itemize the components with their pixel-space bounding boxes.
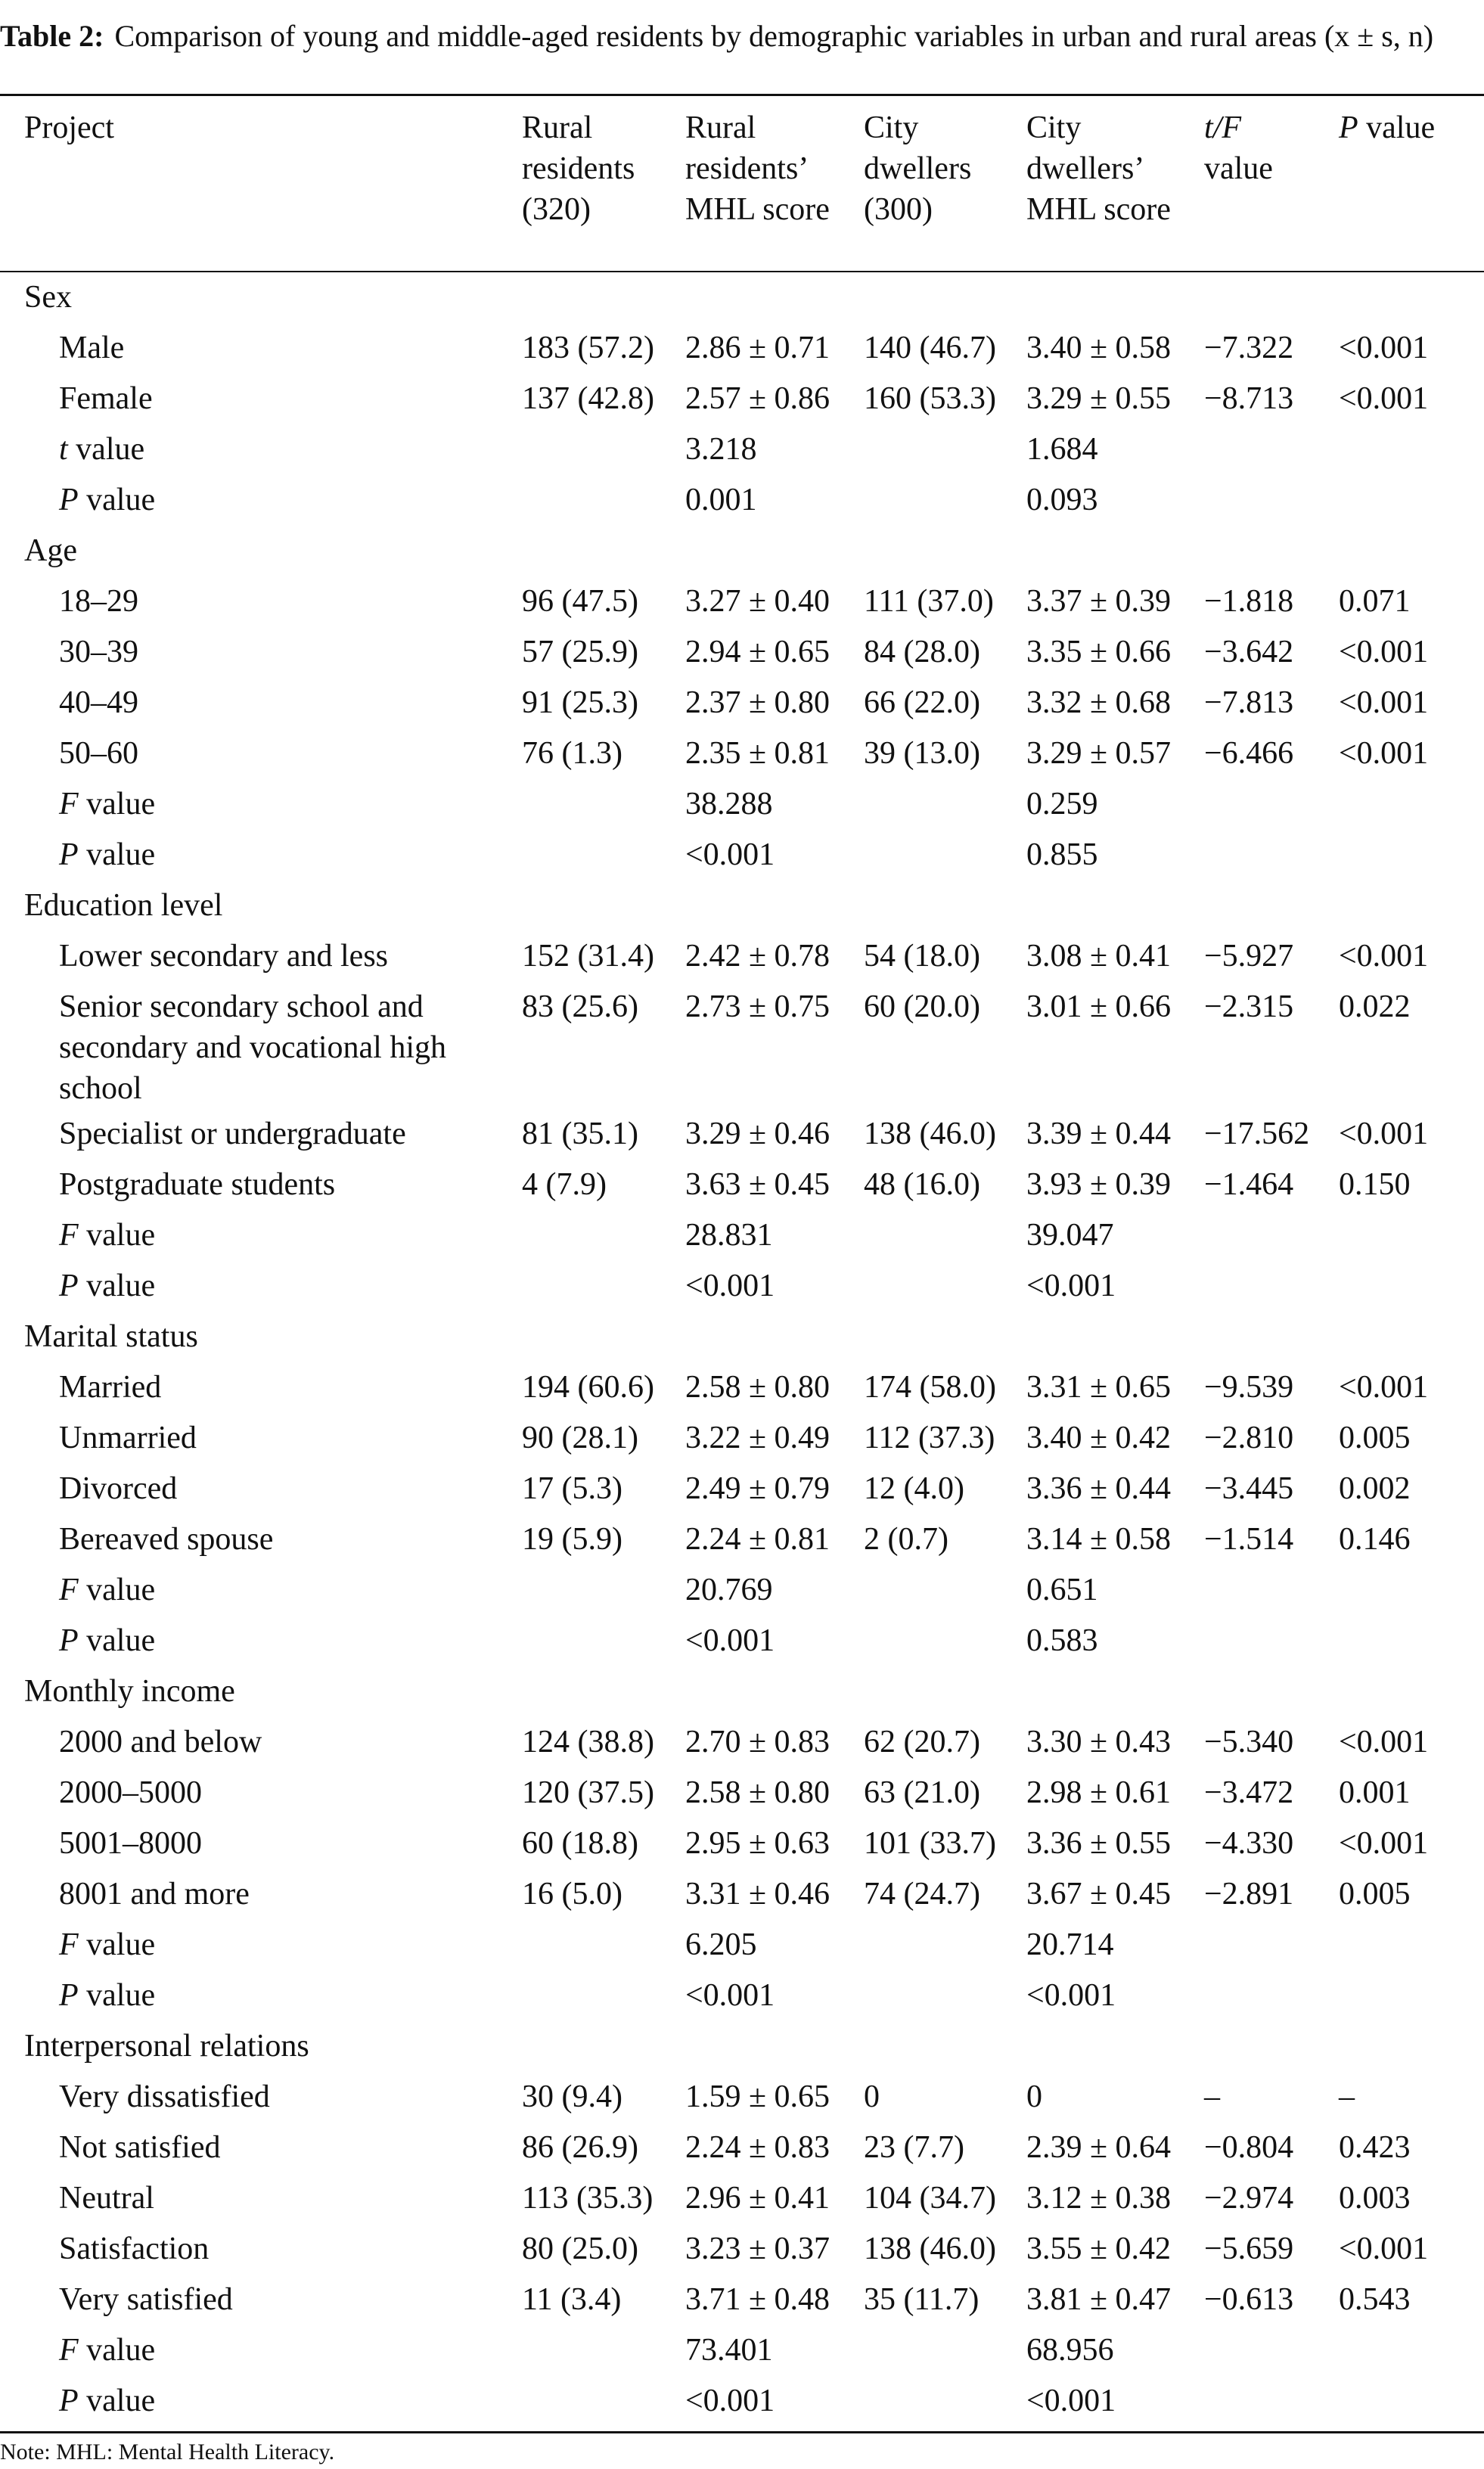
- group-header-row: [0, 885, 1484, 936]
- stat-suffix: value: [86, 1978, 156, 2013]
- p-value: 0.146: [1339, 1522, 1411, 1557]
- city-mhl-score: 3.40 ± 0.58: [1026, 331, 1172, 365]
- row-label: 40–49: [59, 685, 138, 720]
- stat-symbol: P: [59, 1623, 79, 1658]
- rural-mhl-stat: 28.831: [685, 1218, 773, 1253]
- tf-value: −2.891: [1204, 1877, 1294, 1912]
- stat-label: [59, 1620, 513, 1661]
- city-mhl-score: 3.40 ± 0.42: [1026, 1421, 1172, 1455]
- rural-count: 17 (5.3): [522, 1471, 622, 1506]
- row-label: Very satisfied: [59, 2282, 233, 2317]
- stat-symbol: t: [59, 432, 68, 467]
- tf-value: −2.315: [1204, 989, 1294, 1024]
- rural-count: 152 (31.4): [522, 939, 654, 974]
- rural-mhl-score: 2.37 ± 0.80: [685, 685, 830, 720]
- group-header-row: [0, 1316, 1484, 1367]
- stat-row: [0, 2330, 1484, 2380]
- stat-label: [59, 1924, 513, 1965]
- rural-mhl-stat: <0.001: [685, 1623, 775, 1658]
- rural-count: 4 (7.9): [522, 1167, 607, 1202]
- rural-count: 90 (28.1): [522, 1421, 638, 1455]
- row-label: 2000 and below: [59, 1725, 262, 1759]
- rural-mhl-score: 2.94 ± 0.65: [685, 635, 830, 669]
- header-city-dwellers: City dwellers (300): [864, 110, 972, 227]
- rural-count: 137 (42.8): [522, 381, 654, 416]
- p-value: <0.001: [1339, 2231, 1429, 2266]
- city-count: 60 (20.0): [864, 989, 980, 1024]
- city-count: 140 (46.7): [864, 331, 996, 365]
- table-row: [0, 1164, 1484, 1215]
- stat-symbol: P: [59, 2384, 79, 2418]
- stat-row: [0, 429, 1484, 480]
- table-row: [0, 2076, 1484, 2127]
- group-header-row: [0, 277, 1484, 328]
- stat-suffix: value: [86, 2333, 156, 2368]
- stat-row: [0, 1215, 1484, 1266]
- table-row: [0, 581, 1484, 632]
- stat-symbol: P: [59, 837, 79, 872]
- city-count: 66 (22.0): [864, 685, 980, 720]
- stat-suffix: value: [86, 837, 156, 872]
- stat-row: [0, 1620, 1484, 1671]
- stat-symbol: F: [59, 787, 79, 821]
- rural-mhl-score: 2.24 ± 0.81: [685, 1522, 830, 1557]
- table-row: [0, 2228, 1484, 2279]
- row-label: 18–29: [59, 584, 138, 619]
- city-count: 138 (46.0): [864, 1116, 996, 1151]
- p-value: <0.001: [1339, 635, 1429, 669]
- rural-count: 91 (25.3): [522, 685, 638, 720]
- city-count: 160 (53.3): [864, 381, 996, 416]
- group-label: Sex: [24, 280, 72, 315]
- tf-value: −1.514: [1204, 1522, 1294, 1557]
- stat-label: [59, 1215, 513, 1256]
- p-value: <0.001: [1339, 1370, 1429, 1405]
- tf-value: −0.804: [1204, 2130, 1294, 2165]
- header-p-suffix: value: [1366, 110, 1436, 145]
- p-value: 0.005: [1339, 1421, 1411, 1455]
- stat-label: [59, 1975, 513, 2016]
- stat-suffix: value: [86, 1623, 156, 1658]
- p-value: 0.001: [1339, 1775, 1411, 1810]
- stat-label: [59, 2330, 513, 2371]
- tf-value: −5.659: [1204, 2231, 1294, 2266]
- city-mhl-score: 3.14 ± 0.58: [1026, 1522, 1172, 1557]
- city-mhl-score: 3.37 ± 0.39: [1026, 584, 1172, 619]
- rural-count: 120 (37.5): [522, 1775, 654, 1810]
- stat-label: [59, 834, 513, 875]
- rural-count: 11 (3.4): [522, 2282, 622, 2317]
- tf-value: −7.322: [1204, 331, 1294, 365]
- city-mhl-score: 3.35 ± 0.66: [1026, 635, 1172, 669]
- row-label: Satisfaction: [59, 2231, 210, 2266]
- stat-symbol: F: [59, 2333, 79, 2368]
- header-rural-mhl: Rural residents’ MHL score: [685, 110, 830, 227]
- rural-mhl-score: 3.27 ± 0.40: [685, 584, 830, 619]
- table-row: [0, 1418, 1484, 1468]
- header-rural-residents: Rural residents (320): [522, 110, 635, 227]
- city-count: 35 (11.7): [864, 2282, 980, 2317]
- header-tf-symbol: t/F: [1204, 110, 1241, 145]
- table-row: [0, 1519, 1484, 1570]
- city-mhl-stat: <0.001: [1026, 2384, 1116, 2418]
- city-mhl-score: 3.30 ± 0.43: [1026, 1725, 1172, 1759]
- p-value: <0.001: [1339, 381, 1429, 416]
- table-row: [0, 632, 1484, 682]
- city-mhl-stat: 0.259: [1026, 787, 1098, 821]
- rural-mhl-score: 2.96 ± 0.41: [685, 2181, 830, 2216]
- header-project: Project: [24, 110, 114, 145]
- city-mhl-score: 3.39 ± 0.44: [1026, 1116, 1172, 1151]
- rural-mhl-score: 3.63 ± 0.45: [685, 1167, 830, 1202]
- table-row: [0, 936, 1484, 986]
- stat-suffix: value: [86, 1269, 156, 1303]
- rural-count: 113 (35.3): [522, 2181, 654, 2216]
- rural-mhl-score: 2.42 ± 0.78: [685, 939, 830, 974]
- stat-label: [59, 429, 513, 470]
- row-label: Male: [59, 331, 125, 365]
- group-header-row: [0, 1671, 1484, 1722]
- tf-value: −5.927: [1204, 939, 1294, 974]
- p-value: <0.001: [1339, 1725, 1429, 1759]
- city-mhl-score: 3.67 ± 0.45: [1026, 1877, 1172, 1912]
- city-count: 0: [864, 2079, 880, 2114]
- rural-count: 194 (60.6): [522, 1370, 654, 1405]
- rural-mhl-score: 2.70 ± 0.83: [685, 1725, 830, 1759]
- table-row: [0, 378, 1484, 429]
- table-row: [0, 1772, 1484, 1823]
- city-mhl-score: 3.08 ± 0.41: [1026, 939, 1172, 974]
- row-label: Female: [59, 381, 153, 416]
- row-label: Postgraduate students: [59, 1167, 336, 1202]
- p-value: –: [1339, 2079, 1355, 2114]
- p-value: <0.001: [1339, 685, 1429, 720]
- rural-mhl-stat: <0.001: [685, 1978, 775, 2013]
- city-mhl-stat: <0.001: [1026, 1978, 1116, 2013]
- rural-mhl-score: 2.49 ± 0.79: [685, 1471, 830, 1506]
- stat-suffix: value: [86, 1573, 156, 1607]
- city-count: 101 (33.7): [864, 1826, 996, 1861]
- p-value: 0.543: [1339, 2282, 1411, 2317]
- rural-mhl-score: 1.59 ± 0.65: [685, 2079, 830, 2114]
- stat-suffix: value: [86, 1218, 156, 1253]
- city-count: 74 (24.7): [864, 1877, 980, 1912]
- tf-value: −17.562: [1204, 1116, 1310, 1151]
- tf-value: −1.818: [1204, 584, 1294, 619]
- p-value: <0.001: [1339, 331, 1429, 365]
- table-row: [0, 1367, 1484, 1418]
- p-value: 0.423: [1339, 2130, 1411, 2165]
- city-mhl-stat: 1.684: [1026, 432, 1098, 467]
- rural-mhl-score: 3.23 ± 0.37: [685, 2231, 830, 2266]
- rural-mhl-score: 2.95 ± 0.63: [685, 1826, 830, 1861]
- stat-symbol: P: [59, 483, 79, 517]
- table-header: [0, 107, 1484, 266]
- caption-text: Comparison of young and middle-aged residents by demographic variables in urban and rural areas (x ± s, n): [114, 19, 1434, 53]
- stat-row: [0, 2380, 1484, 2431]
- rural-mhl-score: 3.29 ± 0.46: [685, 1116, 830, 1151]
- rural-mhl-stat: 3.218: [685, 432, 757, 467]
- city-count: 174 (58.0): [864, 1370, 996, 1405]
- city-mhl-stat: 0.093: [1026, 483, 1098, 517]
- stat-symbol: P: [59, 1269, 79, 1303]
- rural-mhl-score: 3.71 ± 0.48: [685, 2282, 830, 2317]
- stat-symbol: F: [59, 1218, 79, 1253]
- rural-count: 60 (18.8): [522, 1826, 638, 1861]
- group-header-row: [0, 2026, 1484, 2076]
- row-label: Specialist or undergraduate: [59, 1116, 406, 1151]
- tf-value: −1.464: [1204, 1167, 1294, 1202]
- city-mhl-stat: 0.651: [1026, 1573, 1098, 1607]
- header-tf-suffix: value: [1204, 151, 1273, 186]
- stat-suffix: value: [86, 1927, 156, 1962]
- rural-mhl-score: 2.35 ± 0.81: [685, 736, 830, 771]
- rural-mhl-stat: 20.769: [685, 1573, 773, 1607]
- rural-mhl-stat: 38.288: [685, 787, 773, 821]
- header-tf-value: [1204, 107, 1325, 189]
- stat-suffix: value: [86, 787, 156, 821]
- group-label: Education level: [24, 888, 223, 923]
- stat-suffix: value: [86, 483, 156, 517]
- city-mhl-stat: 20.714: [1026, 1927, 1114, 1962]
- table-note: Note: MHL: Mental Health Literacy.: [0, 2439, 335, 2464]
- p-value: 0.002: [1339, 1471, 1411, 1506]
- tf-value: −5.340: [1204, 1725, 1294, 1759]
- stat-label: [59, 1266, 513, 1306]
- row-label: Neutral: [59, 2181, 154, 2216]
- city-count: 62 (20.7): [864, 1725, 980, 1759]
- stat-label: [59, 784, 513, 825]
- row-label: 30–39: [59, 635, 138, 669]
- table-row: [0, 2178, 1484, 2228]
- stat-row: [0, 784, 1484, 834]
- p-value: 0.150: [1339, 1167, 1411, 1202]
- stat-symbol: P: [59, 1978, 79, 2013]
- table-row: [0, 986, 1484, 1113]
- rural-mhl-score: 2.86 ± 0.71: [685, 331, 830, 365]
- rural-mhl-score: 2.57 ± 0.86: [685, 381, 830, 416]
- tf-value: −2.810: [1204, 1421, 1294, 1455]
- table-row: [0, 2127, 1484, 2178]
- city-count: 54 (18.0): [864, 939, 980, 974]
- stat-row: [0, 1266, 1484, 1316]
- rural-mhl-stat: <0.001: [685, 2384, 775, 2418]
- rural-mhl-score: 2.58 ± 0.80: [685, 1370, 830, 1405]
- rural-count: 183 (57.2): [522, 331, 654, 365]
- city-count: 23 (7.7): [864, 2130, 964, 2165]
- table-row: [0, 1113, 1484, 1164]
- rural-mhl-stat: 6.205: [685, 1927, 757, 1962]
- city-count: 138 (46.0): [864, 2231, 996, 2266]
- city-count: 48 (16.0): [864, 1167, 980, 1202]
- tf-value: −0.613: [1204, 2282, 1294, 2317]
- stat-row: [0, 834, 1484, 885]
- rural-count: 19 (5.9): [522, 1522, 622, 1557]
- row-label: Lower secondary and less: [59, 939, 389, 974]
- table-bottom-rule: [0, 2431, 1484, 2433]
- caption-label: Table 2:: [0, 19, 104, 53]
- city-mhl-score: 3.81 ± 0.47: [1026, 2282, 1172, 2317]
- city-mhl-score: 3.36 ± 0.44: [1026, 1471, 1172, 1506]
- stat-row: [0, 480, 1484, 530]
- group-label: Marital status: [24, 1319, 198, 1354]
- rural-mhl-score: 2.24 ± 0.83: [685, 2130, 830, 2165]
- group-header-row: [0, 530, 1484, 581]
- row-label: Very dissatisfied: [59, 2079, 270, 2114]
- p-value: 0.003: [1339, 2181, 1411, 2216]
- city-mhl-score: 3.31 ± 0.65: [1026, 1370, 1172, 1405]
- tf-value: −3.642: [1204, 635, 1294, 669]
- city-mhl-score: 3.01 ± 0.66: [1026, 989, 1172, 1024]
- rural-mhl-score: 2.73 ± 0.75: [685, 989, 830, 1024]
- table-header-rule: [0, 271, 1484, 272]
- city-count: 63 (21.0): [864, 1775, 980, 1810]
- table-caption: [0, 17, 1476, 56]
- tf-value: –: [1204, 2079, 1220, 2114]
- city-count: 39 (13.0): [864, 736, 980, 771]
- tf-value: −3.472: [1204, 1775, 1294, 1810]
- table-row: [0, 682, 1484, 733]
- city-mhl-stat: 0.583: [1026, 1623, 1098, 1658]
- city-mhl-score: 3.32 ± 0.68: [1026, 685, 1172, 720]
- stat-suffix: value: [76, 432, 145, 467]
- p-value: <0.001: [1339, 1826, 1429, 1861]
- city-mhl-score: 3.36 ± 0.55: [1026, 1826, 1172, 1861]
- row-label: Bereaved spouse: [59, 1522, 274, 1557]
- city-mhl-score: 3.93 ± 0.39: [1026, 1167, 1172, 1202]
- rural-mhl-stat: 73.401: [685, 2333, 773, 2368]
- rural-mhl-score: 3.31 ± 0.46: [685, 1877, 830, 1912]
- row-label: Senior secondary school and secondary and vocational high school: [59, 989, 446, 1106]
- city-mhl-score: 3.55 ± 0.42: [1026, 2231, 1172, 2266]
- rural-count: 96 (47.5): [522, 584, 638, 619]
- p-value: <0.001: [1339, 939, 1429, 974]
- table-row: [0, 328, 1484, 378]
- group-label: Interpersonal relations: [24, 2029, 309, 2064]
- rural-count: 30 (9.4): [522, 2079, 622, 2114]
- p-value: 0.022: [1339, 989, 1411, 1024]
- tf-value: −2.974: [1204, 2181, 1294, 2216]
- p-value: 0.071: [1339, 584, 1411, 619]
- p-value: 0.005: [1339, 1877, 1411, 1912]
- group-label: Age: [24, 533, 77, 568]
- header-city-mhl: City dwellers’ MHL score: [1026, 110, 1171, 227]
- tf-value: −4.330: [1204, 1826, 1294, 1861]
- group-label: Monthly income: [24, 1674, 235, 1709]
- rural-count: 83 (25.6): [522, 989, 638, 1024]
- city-mhl-score: 3.29 ± 0.55: [1026, 381, 1172, 416]
- city-mhl-score: 2.98 ± 0.61: [1026, 1775, 1172, 1810]
- city-count: 111 (37.0): [864, 584, 994, 619]
- stat-row: [0, 1570, 1484, 1620]
- city-mhl-stat: 68.956: [1026, 2333, 1114, 2368]
- table-row: [0, 1722, 1484, 1772]
- stat-row: [0, 1924, 1484, 1975]
- table-row: [0, 733, 1484, 784]
- header-p-value: [1339, 107, 1482, 148]
- stat-row: [0, 1975, 1484, 2026]
- city-count: 112 (37.3): [864, 1421, 995, 1455]
- tf-value: −8.713: [1204, 381, 1294, 416]
- city-mhl-stat: <0.001: [1026, 1269, 1116, 1303]
- rural-mhl-stat: 0.001: [685, 483, 757, 517]
- table-row: [0, 2279, 1484, 2330]
- row-label: 5001–8000: [59, 1826, 202, 1861]
- city-count: 2 (0.7): [864, 1522, 948, 1557]
- rural-count: 81 (35.1): [522, 1116, 638, 1151]
- city-mhl-score: 3.29 ± 0.57: [1026, 736, 1172, 771]
- city-mhl-score: 0: [1026, 2079, 1042, 2114]
- stat-symbol: F: [59, 1573, 79, 1607]
- table-top-rule: [0, 94, 1484, 96]
- city-mhl-score: 2.39 ± 0.64: [1026, 2130, 1172, 2165]
- city-count: 104 (34.7): [864, 2181, 996, 2216]
- tf-value: −9.539: [1204, 1370, 1294, 1405]
- rural-mhl-stat: <0.001: [685, 837, 775, 872]
- stat-label: [59, 2380, 513, 2421]
- rural-count: 57 (25.9): [522, 635, 638, 669]
- city-count: 12 (4.0): [864, 1471, 964, 1506]
- row-label: 8001 and more: [59, 1877, 250, 1912]
- city-mhl-score: 3.12 ± 0.38: [1026, 2181, 1172, 2216]
- header-p-symbol: P: [1339, 110, 1358, 145]
- table-body: [0, 277, 1484, 2431]
- table-row: [0, 1823, 1484, 1874]
- rural-mhl-stat: <0.001: [685, 1269, 775, 1303]
- city-mhl-stat: 39.047: [1026, 1218, 1114, 1253]
- rural-mhl-score: 2.58 ± 0.80: [685, 1775, 830, 1810]
- row-label: Not satisfied: [59, 2130, 221, 2165]
- rural-mhl-score: 3.22 ± 0.49: [685, 1421, 830, 1455]
- row-label: Unmarried: [59, 1421, 197, 1455]
- row-label: 50–60: [59, 736, 138, 771]
- stat-suffix: value: [86, 2384, 156, 2418]
- rural-count: 86 (26.9): [522, 2130, 638, 2165]
- stat-label: [59, 480, 513, 520]
- city-mhl-stat: 0.855: [1026, 837, 1098, 872]
- rural-count: 124 (38.8): [522, 1725, 654, 1759]
- row-label: Divorced: [59, 1471, 178, 1506]
- table-row: [0, 1874, 1484, 1924]
- rural-count: 16 (5.0): [522, 1877, 622, 1912]
- rural-count: 80 (25.0): [522, 2231, 638, 2266]
- stat-label: [59, 1570, 513, 1610]
- city-count: 84 (28.0): [864, 635, 980, 669]
- table-row: [0, 1468, 1484, 1519]
- tf-value: −6.466: [1204, 736, 1294, 771]
- rural-count: 76 (1.3): [522, 736, 622, 771]
- row-label: Married: [59, 1370, 162, 1405]
- stat-symbol: F: [59, 1927, 79, 1962]
- tf-value: −3.445: [1204, 1471, 1294, 1506]
- row-label: 2000–5000: [59, 1775, 202, 1810]
- p-value: <0.001: [1339, 1116, 1429, 1151]
- p-value: <0.001: [1339, 736, 1429, 771]
- tf-value: −7.813: [1204, 685, 1294, 720]
